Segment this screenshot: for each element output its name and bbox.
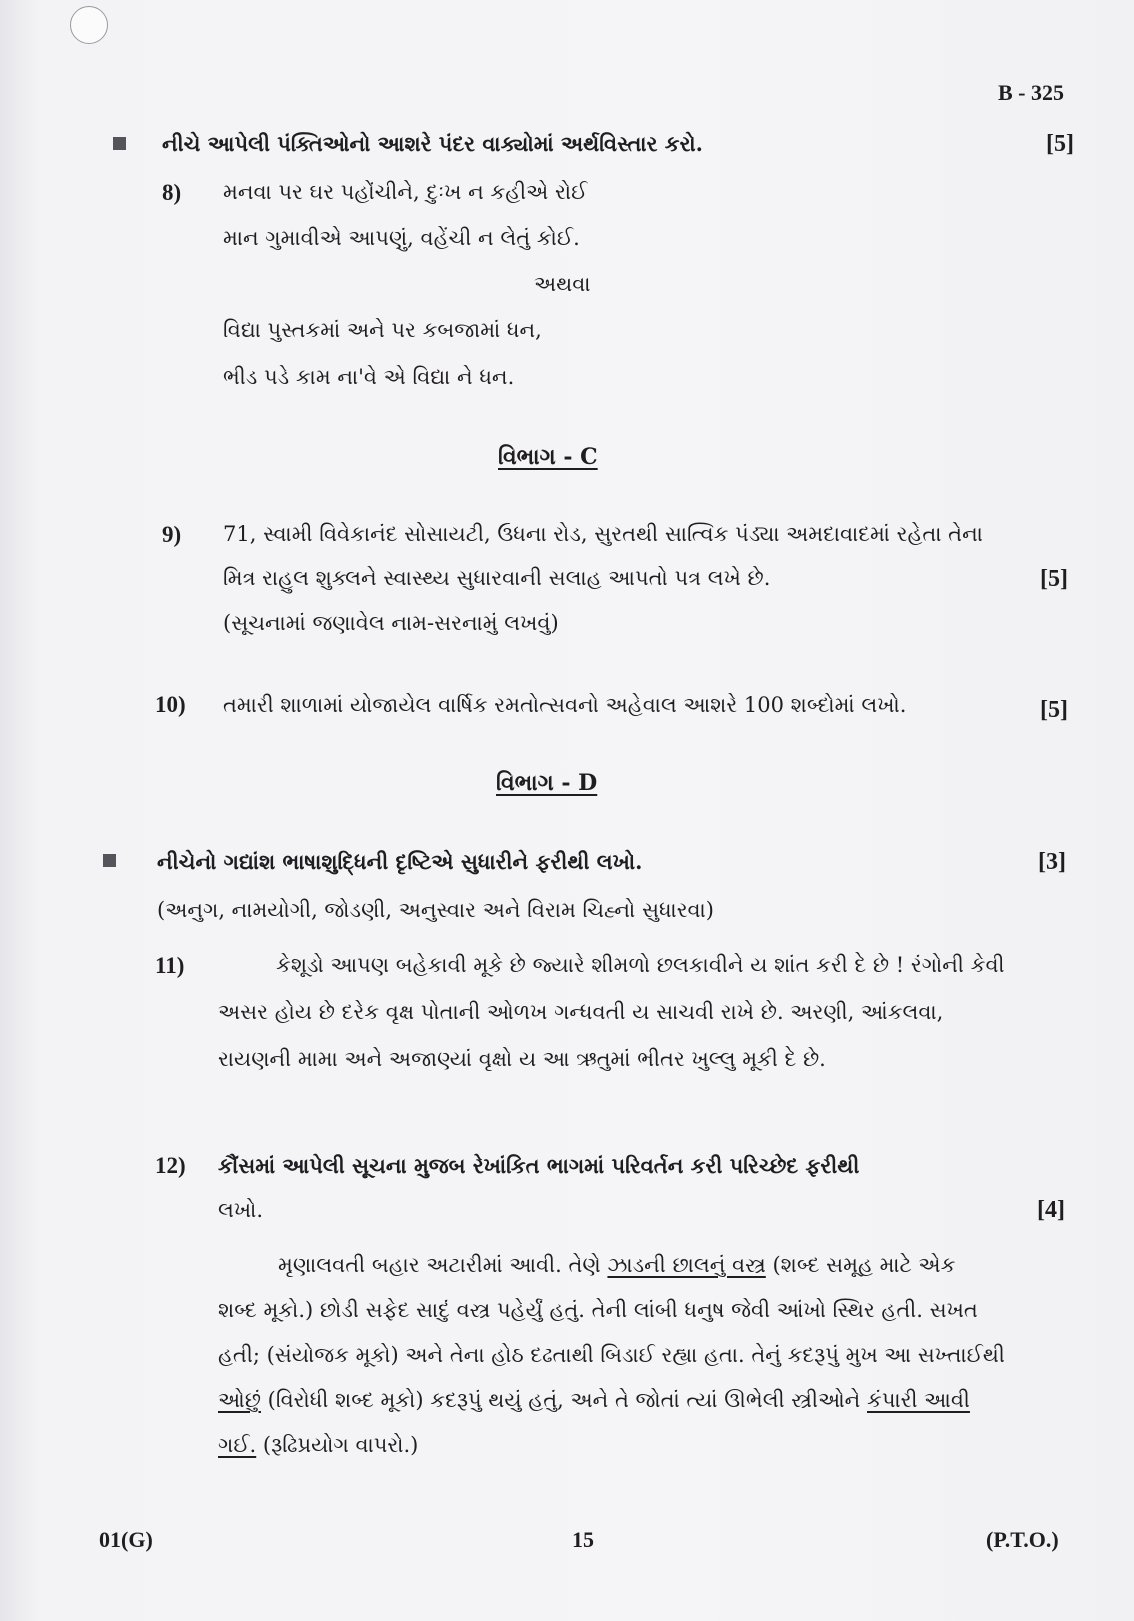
q11-line-1: કેશૂડો આપણ બહેકાવી મૂકે છે જ્યારે શીમળો છલકાવીને ય શાંત કરી દે છે ! રંગોની કેવી xyxy=(276,953,1005,977)
poem-line-3: વિદ્યા પુસ્તકમાં અને પર કબજામાં ધન, xyxy=(223,318,542,342)
q9-line-3: (સૂચનામાં જણાવેલ નામ-સરનામું લખવું) xyxy=(223,611,559,635)
q9-marks: [5] xyxy=(1040,566,1068,592)
para-text: (રૂઢિપ્રયોગ વાપરો.) xyxy=(256,1433,419,1457)
para-text: (વિરોધી શબ્દ મૂકો) કદરૂપું થયું હતું, અને તે જોતાં ત્યાં ઊભેલી સ્ત્રીઓને xyxy=(260,1388,867,1412)
q12-para-line-1 xyxy=(278,1255,955,1276)
page-number: 15 xyxy=(572,1527,594,1552)
bullet-square-icon xyxy=(103,854,116,867)
footer-code: 01(G) xyxy=(99,1527,153,1552)
q10-marks: [5] xyxy=(1040,697,1068,723)
question-number-10: 10) xyxy=(155,692,186,717)
expand-marks: [5] xyxy=(1046,131,1074,157)
q9-line-1: 71, સ્વામી વિવેકાનંદ સોસાયટી, ઉધના રોડ, સુરતથી સાત્વિક પંડ્યા અમદાવાદમાં રહેતા તેના xyxy=(223,522,983,546)
q12-para-line-2: શબ્દ મૂકો.) છોડી સફેદ સાદું વસ્ત્ર પહેર્યું હતું. તેની લાંબી ધનુષ જેવી આંખો સ્થિર હતી. સખત xyxy=(218,1298,978,1322)
grammar-instruction: નીચેનો ગદ્યાંશ ભાષાશુદ્ધિની દૃષ્ટિએ સુધારીને ફરીથી લખો. xyxy=(157,849,643,874)
question-number-12: 12) xyxy=(155,1153,186,1178)
poem-line-4: ભીડ પડે કામ ના'વે એ વિદ્યા ને ધન. xyxy=(223,365,515,389)
underlined-phrase: કંપારી આવી xyxy=(867,1388,970,1412)
q12-instruction-line-1: કૌંસમાં આપેલી સૂચના મુજબ રેખાંકિત ભાગમાં પરિવર્તન કરી પરિચ્છેદ ફરીથી xyxy=(218,1153,860,1178)
q12-para-line-5 xyxy=(218,1435,418,1456)
para-text: (શબ્દ સમૂહ માટે એક xyxy=(765,1253,956,1277)
q10-text: તમારી શાળામાં યોજાયેલ વાર્ષિક રમતોત્સવનો અહેવાલ આશરે 100 શબ્દોમાં લખો. xyxy=(223,693,907,717)
q9-line-2: મિત્ર રાહુલ શુક્લને સ્વાસ્થ્ય સુધારવાની સલાહ આપતો પત્ર લખે છે. xyxy=(223,566,771,590)
question-number-8: 8) xyxy=(162,180,182,205)
bullet-square-icon xyxy=(113,137,126,150)
question-number-11: 11) xyxy=(155,953,185,978)
punch-hole xyxy=(70,6,108,44)
q11-line-2: અસર હોય છે દરેક વૃક્ષ પોતાની ઓળખ ગન્ધવતી ય સાચવી રાખે છે. અરણી, આંકલવા, xyxy=(218,1000,944,1024)
q12-marks: [4] xyxy=(1037,1197,1065,1223)
paper-code: B - 325 xyxy=(998,80,1064,105)
para-text: મૃણાલવતી બહાર અટારીમાં આવી. તેણે xyxy=(278,1253,608,1277)
q11-line-3: રાયણની મામા અને અજાણ્યાં વૃક્ષો ય આ ઋતુમાં ભીતર ખુલ્લુ મૂકી દે છે. xyxy=(218,1047,826,1071)
underlined-phrase: ઝાડની છાલનું વસ્ત્ર xyxy=(607,1253,766,1277)
section-c-heading: વિભાગ - C xyxy=(498,444,598,470)
underlined-phrase: ઓછું xyxy=(218,1388,261,1412)
q12-instruction-line-2: લખો. xyxy=(218,1198,264,1222)
q12-para-line-3: હતી; (સંયોજક મૂકો) અને તેના હોઠ દઢતાથી બિડાઈ રહ્યા હતા. તેનું કદરૂપું મુખ આ સખ્તાઈથી xyxy=(218,1343,1005,1367)
expand-instruction: નીચે આપેલી પંક્તિઓનો આશરે પંદર વાક્યોમાં અર્થવિસ્તાર કરો. xyxy=(162,131,703,156)
poem-line-2: માન ગુમાવીએ આપણું, વહેંચી ન લેતું કોઈ. xyxy=(223,226,580,250)
poem-or: અથવા xyxy=(534,272,591,296)
grammar-marks: [3] xyxy=(1038,849,1066,875)
underlined-phrase: ગઈ. xyxy=(218,1433,257,1457)
poem-line-1: મનવા પર ઘર પહોંચીને, દુઃખ ન કહીએ રોઈ xyxy=(223,180,588,204)
question-number-9: 9) xyxy=(162,522,182,547)
section-d-heading: વિભાગ - D xyxy=(496,770,598,796)
grammar-sub-instruction: (અનુગ, નામયોગી, જોડણી, અનુસ્વાર અને વિરામ ચિહ્નો સુધારવા) xyxy=(157,898,714,922)
pto-label: (P.T.O.) xyxy=(986,1527,1059,1552)
q12-para-line-4 xyxy=(218,1390,970,1411)
